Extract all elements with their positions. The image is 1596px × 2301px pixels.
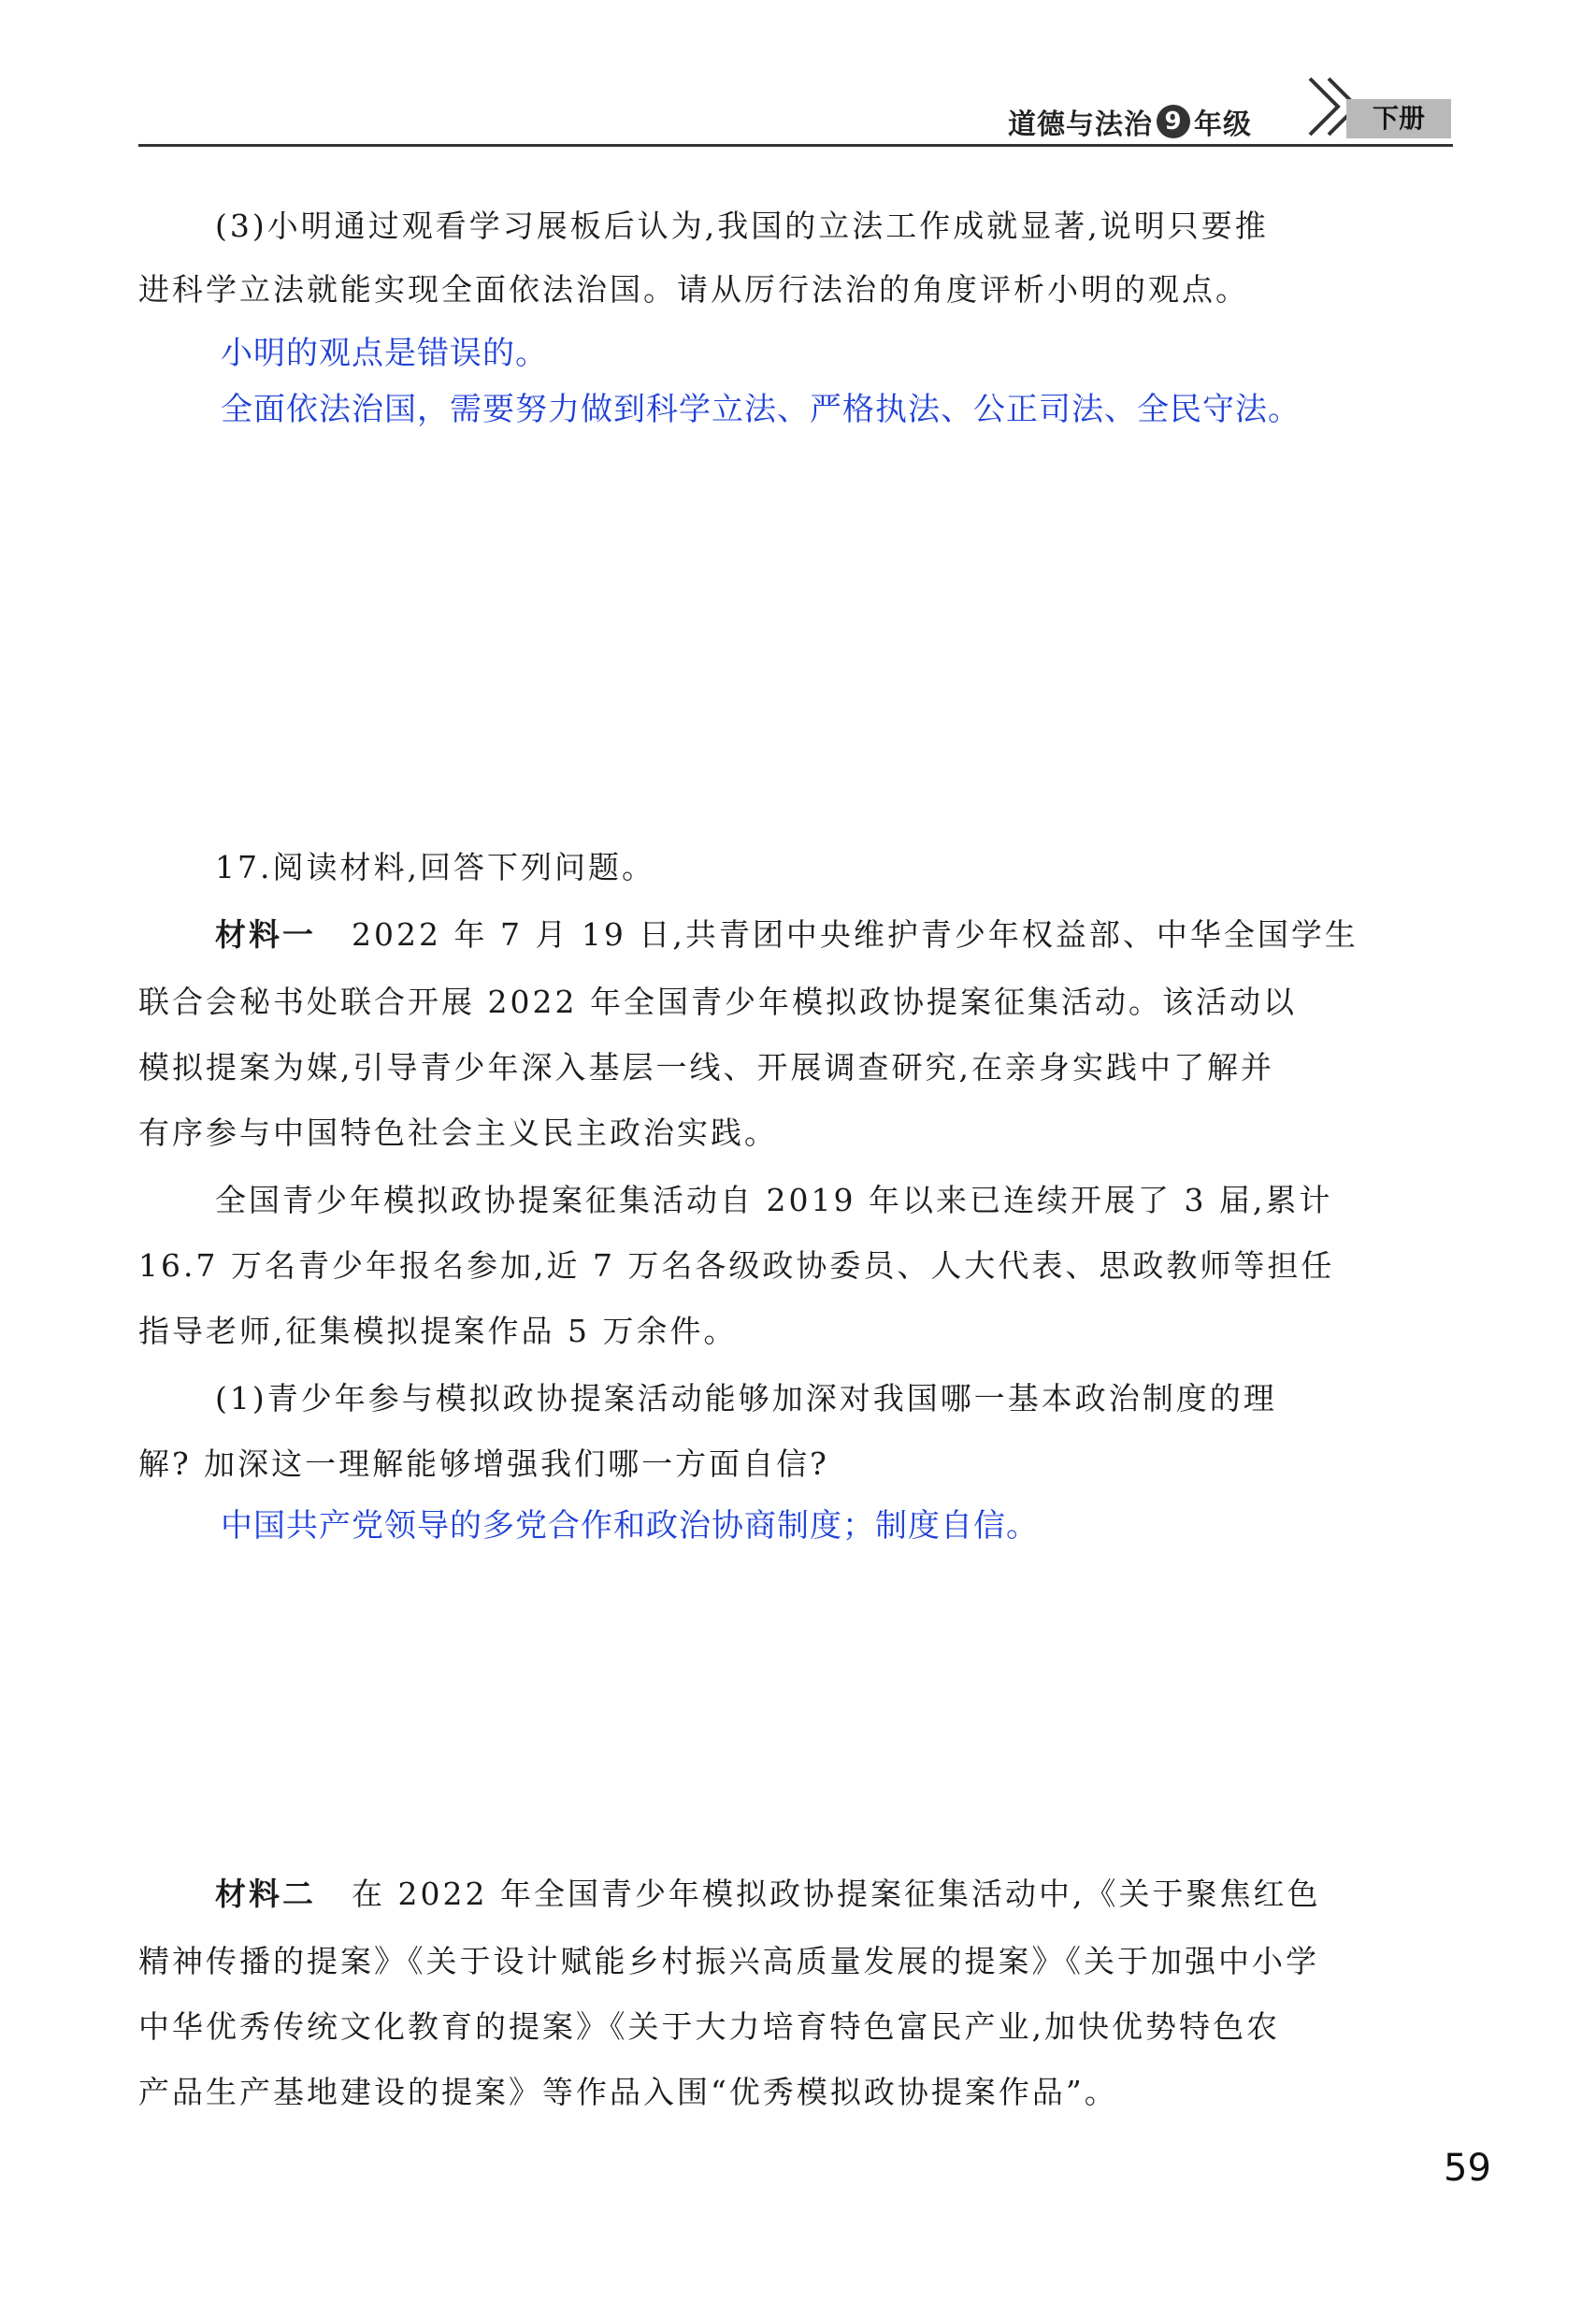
q16-3-line2: 进科学立法就能实现全面依法治国。请从厉行法治的角度评析小明的观点。 <box>138 271 1249 308</box>
q16-3-line1: (3)小明通过观看学习展板后认为,我国的立法工作成就显著,说明只要推 <box>215 208 1269 244</box>
header-subject: 道德与法治 <box>1008 108 1153 141</box>
q16-3-answer1: 小明的观点是错误的。 <box>221 335 548 372</box>
material1-p2-line1: 全国青少年模拟政协提案征集活动自 2019 年以来已连续开展了 3 届,累计 <box>215 1182 1333 1218</box>
material2-line3: 中华优秀传统文化教育的提案》《关于大力培育特色富民产业,加快优势特色农 <box>138 2008 1280 2045</box>
page-number: 59 <box>1444 2147 1491 2190</box>
grade-number-badge: 9 <box>1157 105 1190 138</box>
volume-label: 下册 <box>1346 99 1451 138</box>
material2-text1: 在 2022 年全国青少年模拟政协提案征集活动中,《关于聚焦红色 <box>352 1876 1321 1912</box>
material2-line1 <box>215 1876 1320 1913</box>
header-title <box>1008 101 1252 142</box>
material1-line4: 有序参与中国特色社会主义民主政治实践。 <box>138 1115 778 1151</box>
q17-1-line1: (1)青少年参与模拟政协提案活动能够加深对我国哪一基本政治制度的理 <box>215 1380 1277 1417</box>
material1-p2-line3: 指导老师,征集模拟提案作品 5 万余件。 <box>138 1313 738 1349</box>
material1-text1: 2022 年 7 月 19 日,共青团中央维护青少年权益部、中华全国学生 <box>352 916 1359 953</box>
q17-intro: 17.阅读材料,回答下列问题。 <box>215 849 655 885</box>
material1-line1 <box>215 916 1359 954</box>
material1-label: 材料一 <box>215 916 316 953</box>
q16-3-answer2: 全面依法治国，需要努力做到科学立法、严格执法、公正司法、全民守法。 <box>221 391 1301 428</box>
q17-1-line2: 解? 加深这一理解能够增强我们哪一方面自信? <box>138 1445 829 1482</box>
header-rule <box>138 144 1453 147</box>
material1-line3: 模拟提案为媒,引导青少年深入基层一线、开展调查研究,在亲身实践中了解并 <box>138 1049 1274 1086</box>
material2-label: 材料二 <box>215 1876 316 1912</box>
page-header <box>0 0 1596 150</box>
material2-line4: 产品生产基地建设的提案》等作品入围“优秀模拟政协提案作品”。 <box>138 2074 1118 2110</box>
material1-p2-line2: 16.7 万名青少年报名参加,近 7 万名各级政协委员、人大代表、思政教师等担任 <box>138 1247 1335 1284</box>
material1-line2: 联合会秘书处联合开展 2022 年全国青少年模拟政协提案征集活动。该活动以 <box>138 984 1297 1020</box>
header-grade-suffix: 年级 <box>1194 108 1252 141</box>
q17-1-answer: 中国共产党领导的多党合作和政治协商制度；制度自信。 <box>221 1507 1039 1545</box>
material2-line2: 精神传播的提案》《关于设计赋能乡村振兴高质量发展的提案》《关于加强中小学 <box>138 1943 1319 1979</box>
